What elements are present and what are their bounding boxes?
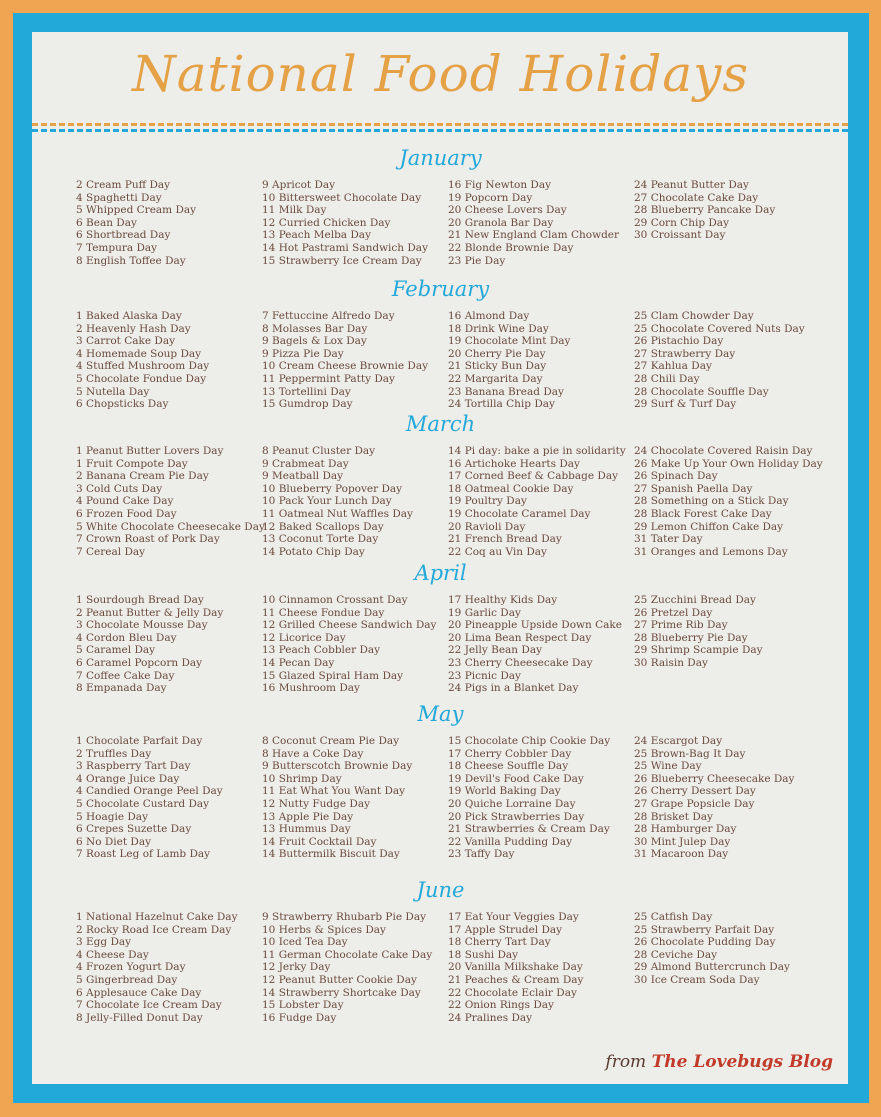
holiday-item: 23 Banana Bread Day [448,385,564,398]
holiday-item: 5 Chocolate Custard Day [76,797,210,810]
holiday-item: 29 Surf & Turf Day [634,398,737,411]
holiday-item: 12 Baked Scallops Day [262,520,384,533]
holiday-item: 1 Sourdough Bread Day [76,594,204,606]
holiday-item: 28 Chili Day [634,372,700,385]
holiday-item: 14 Pi day: bake a pie in solidarity [448,445,626,457]
holiday-column [76,179,196,267]
holiday-item: 4 Orange Juice Day [76,772,180,785]
holiday-item: 3 Cold Cuts Day [76,482,163,495]
holiday-item: 28 Black Forest Cake Day [634,507,772,520]
holiday-item: 19 Chocolate Mint Day [448,335,571,348]
holiday-item: 25 Brown-Bag It Day [634,747,746,760]
holiday-item: 16 Mushroom Day [262,682,360,695]
holiday-item: 11 German Chocolate Cake Day [262,948,433,961]
holiday-item: 5 Whipped Cream Day [76,204,197,217]
holiday-item: 14 Buttermilk Biscuit Day [262,848,400,861]
holiday-item: 4 Spaghetti Day [76,191,162,204]
holiday-item: 28 Hamburger Day [634,823,737,836]
holiday-item: 26 Blueberry Cheesecake Day [634,772,795,785]
holiday-item: 23 Taffy Day [448,848,515,861]
holiday-item: 19 Garlic Day [448,606,521,619]
holiday-item: 10 Cream Cheese Brownie Day [262,360,429,373]
holiday-item: 9 Meatball Day [262,470,344,483]
holiday-item: 6 Caramel Popcorn Day [76,656,203,669]
holiday-item: 25 Zucchini Bread Day [634,594,756,606]
holiday-item: 1 National Hazelnut Cake Day [76,911,238,923]
holiday-item: 24 Chocolate Covered Raisin Day [634,445,813,457]
holiday-item: 7 Chocolate Ice Cream Day [76,999,222,1012]
holiday-item: 21 Peaches & Cream Day [448,973,584,986]
holiday-item: 24 Peanut Butter Day [634,179,749,191]
holiday-item: 4 Cordon Bleu Day [76,631,177,644]
holiday-item: 22 Coq au Vin Day [448,545,547,558]
holiday-item: 14 Pecan Day [262,656,335,669]
holiday-item: 28 Brisket Day [634,810,713,823]
holiday-item: 22 Jelly Bean Day [448,644,543,657]
holiday-item: 12 Licorice Day [262,631,346,644]
holiday-item: 11 Eat What You Want Day [262,785,406,798]
holiday-item: 30 Mint Julep Day [634,835,731,848]
holiday-item: 21 New England Clam Chowder [448,229,620,242]
holiday-item: 12 Peanut Butter Cookie Day [262,973,417,986]
holiday-item: 5 White Chocolate Cheesecake Day [76,520,265,533]
holiday-item: 13 Coconut Torte Day [262,533,379,546]
holiday-item: 29 Shrimp Scampie Day [634,644,763,657]
holiday-item: 14 Strawberry Shortcake Day [262,986,421,999]
holiday-item: 1 Fruit Compote Day [76,457,188,470]
holiday-item: 20 Quiche Lorraine Day [448,797,576,810]
holiday-item: 6 Frozen Food Day [76,507,177,520]
holiday-item: 26 Pretzel Day [634,606,713,619]
holiday-item: 22 Chocolate Eclair Day [448,986,577,999]
holiday-item: 6 No Diet Day [76,835,152,848]
holiday-item: 26 Chocolate Pudding Day [634,936,776,949]
holiday-item: 6 Bean Day [76,216,137,229]
holiday-item: 9 Apricot Day [262,179,336,191]
holiday-item: 2 Peanut Butter & Jelly Day [76,606,224,619]
holiday-item: 4 Frozen Yogurt Day [76,961,186,974]
holiday-column [634,594,763,670]
holiday-item: 11 Milk Day [262,204,327,217]
holiday-item: 19 World Baking Day [448,785,561,798]
holiday-item: 30 Ice Cream Soda Day [634,973,760,986]
holiday-item: 8 Have a Coke Day [262,747,364,760]
holiday-item: 2 Banana Cream Pie Day [76,470,209,483]
month-heading: January [399,146,482,170]
holiday-item: 11 Peppermint Patty Day [262,372,395,385]
holiday-item: 2 Truffles Day [76,747,152,760]
holiday-item: 12 Nutty Fudge Day [262,797,371,810]
holiday-item: 6 Shortbread Day [76,229,171,242]
holiday-item: 18 Drink Wine Day [448,322,549,335]
holiday-item: 30 Croissant Day [634,229,726,242]
holiday-column [76,445,265,558]
holiday-item: 15 Gumdrop Day [262,398,353,411]
holiday-item: 17 Cherry Cobbler Day [448,747,572,760]
holiday-item: 25 Chocolate Covered Nuts Day [634,322,805,335]
holiday-item: 6 Applesauce Cake Day [76,986,202,999]
holiday-item: 7 Crown Roast of Pork Day [76,533,220,546]
title-divider-blue [32,129,848,132]
holiday-item: 10 Bittersweet Chocolate Day [262,191,422,204]
holiday-item: 20 Pineapple Upside Down Cake [448,619,622,632]
holiday-item: 24 Pigs in a Blanket Day [448,682,579,695]
holiday-item: 7 Cereal Day [76,545,146,558]
holiday-item: 20 Pick Strawberries Day [448,810,585,823]
holiday-item: 26 Make Up Your Own Holiday Day [634,457,823,470]
holiday-item: 6 Crepes Suzette Day [76,823,192,836]
holiday-item: 27 Strawberry Day [634,347,736,360]
holiday-item: 21 French Bread Day [448,533,562,546]
holiday-item: 14 Potato Chip Day [262,545,365,558]
holiday-item: 21 Strawberries & Cream Day [448,823,610,836]
holiday-column [448,594,622,695]
holiday-item: 16 Fig Newton Day [448,179,552,191]
holiday-item: 26 Pistachio Day [634,335,724,348]
holiday-column [262,911,432,1024]
holiday-item: 20 Ravioli Day [448,520,526,533]
holiday-item: 17 Apple Strudel Day [448,923,563,936]
holiday-item: 27 Spanish Paella Day [634,482,753,495]
holiday-column [448,179,619,267]
holiday-item: 29 Lemon Chiffon Cake Day [634,520,784,533]
holiday-column [76,911,238,1024]
holiday-item: 8 Empanada Day [76,682,167,695]
holiday-item: 27 Grape Popsicle Day [634,797,755,810]
holiday-item: 25 Wine Day [634,760,702,773]
holiday-item: 24 Escargot Day [634,735,723,747]
holiday-item: 4 Candied Orange Peel Day [76,785,223,798]
holiday-column [634,735,794,861]
holiday-item: 31 Oranges and Lemons Day [634,545,788,558]
holiday-item: 3 Carrot Cake Day [76,335,176,348]
holiday-column [76,594,223,695]
holiday-item: 1 Peanut Butter Lovers Day [76,445,224,457]
holiday-item: 27 Kahlua Day [634,360,712,373]
holiday-item: 19 Chocolate Caramel Day [448,507,591,520]
holiday-item: 16 Almond Day [448,310,530,322]
month-heading: February [391,277,490,301]
holiday-item: 28 Blueberry Pie Day [634,631,748,644]
holiday-item: 13 Peach Melba Day [262,229,371,242]
holiday-item: 2 Heavenly Hash Day [76,322,191,335]
credit-blog-name: The Lovebugs Blog [651,1052,833,1072]
holiday-item: 11 Cheese Fondue Day [262,606,385,619]
holiday-item: 5 Hoagie Day [76,810,148,823]
credit-line [605,1052,833,1072]
holiday-item: 3 Chocolate Mousse Day [76,619,208,632]
holiday-item: 18 Sushi Day [448,948,519,961]
holiday-item: 20 Vanilla Milkshake Day [448,961,583,974]
holiday-item: 13 Peach Cobbler Day [262,644,381,657]
holiday-item: 24 Tortilla Chip Day [448,398,555,411]
holiday-item: 13 Hummus Day [262,823,351,836]
holiday-item: 21 Sticky Bun Day [448,360,547,373]
holiday-column [448,911,583,1024]
holiday-item: 10 Iced Tea Day [262,936,348,949]
holiday-item: 29 Almond Buttercrunch Day [634,961,790,974]
holiday-item: 10 Cinnamon Crossant Day [262,594,408,606]
holiday-item: 10 Pack Your Lunch Day [262,495,392,508]
holiday-item: 5 Gingerbread Day [76,973,178,986]
holiday-item: 19 Devil's Food Cake Day [448,772,584,785]
holiday-column [448,735,610,861]
holiday-item: 8 English Toffee Day [76,254,186,267]
holiday-item: 20 Granola Bar Day [448,216,554,229]
holiday-item: 22 Blonde Brownie Day [448,241,574,254]
holiday-item: 18 Cheese Souffle Day [448,760,569,773]
holiday-item: 14 Fruit Cocktail Day [262,835,377,848]
holiday-item: 20 Cherry Pie Day [448,347,546,360]
holiday-column [448,445,626,558]
holiday-item: 17 Eat Your Veggies Day [448,911,579,923]
holiday-item: 22 Vanilla Pudding Day [448,835,573,848]
holiday-item: 4 Stuffed Mushroom Day [76,360,210,373]
holiday-item: 23 Pie Day [448,254,506,267]
holiday-item: 27 Chocolate Cake Day [634,191,759,204]
holiday-item: 16 Fudge Day [262,1011,337,1024]
holiday-column [634,445,823,558]
holiday-item: 28 Chocolate Souffle Day [634,385,769,398]
holiday-item: 5 Chocolate Fondue Day [76,372,207,385]
title-divider-orange [32,123,848,126]
holiday-item: 31 Tater Day [634,533,703,546]
holiday-item: 28 Ceviche Day [634,948,718,961]
holiday-column [76,310,209,411]
holiday-item: 12 Jerky Day [262,961,331,974]
holiday-item: 8 Peanut Cluster Day [262,445,376,457]
holiday-item: 13 Apple Pie Day [262,810,354,823]
holiday-item: 23 Picnic Day [448,669,521,682]
holiday-item: 15 Lobster Day [262,999,344,1012]
holiday-item: 19 Popcorn Day [448,191,533,204]
holiday-item: 16 Artichoke Hearts Day [448,457,580,470]
month-heading: May [417,702,464,726]
holiday-column [262,179,428,267]
holiday-item: 15 Chocolate Chip Cookie Day [448,735,611,747]
month-heading: March [405,412,476,436]
holiday-item: 31 Macaroon Day [634,848,729,861]
holiday-item: 7 Coffee Cake Day [76,669,175,682]
holiday-item: 29 Corn Chip Day [634,216,729,229]
holiday-column [262,445,413,558]
holiday-item: 9 Crabmeat Day [262,457,349,470]
holiday-item: 11 Oatmeal Nut Waffles Day [262,507,413,520]
holiday-column [262,735,412,861]
holiday-item: 8 Molasses Bar Day [262,322,368,335]
holiday-item: 4 Pound Cake Day [76,495,174,508]
holiday-item: 10 Herbs & Spices Day [262,923,386,936]
holiday-item: 30 Raisin Day [634,656,708,669]
holiday-item: 26 Spinach Day [634,470,718,483]
month-heading: June [416,878,465,902]
holiday-item: 10 Blueberry Popover Day [262,482,403,495]
holiday-item: 7 Tempura Day [76,241,158,254]
holiday-item: 4 Homemade Soup Day [76,347,202,360]
holiday-item: 12 Grilled Cheese Sandwich Day [262,619,437,632]
holiday-item: 1 Baked Alaska Day [76,310,182,322]
holiday-item: 7 Fettuccine Alfredo Day [262,310,395,322]
holiday-item: 22 Margarita Day [448,372,543,385]
holiday-item: 4 Cheese Day [76,948,149,961]
holiday-item: 13 Tortellini Day [262,385,351,398]
holiday-item: 8 Coconut Cream Pie Day [262,735,400,747]
holiday-item: 9 Strawberry Rhubarb Pie Day [262,911,427,923]
holiday-item: 14 Hot Pastrami Sandwich Day [262,241,429,254]
holiday-item: 10 Shrimp Day [262,772,342,785]
holiday-item: 25 Catfish Day [634,911,713,923]
holiday-item: 28 Blueberry Pancake Day [634,204,776,217]
holiday-item: 2 Rocky Road Ice Cream Day [76,923,232,936]
holiday-item: 28 Something on a Stick Day [634,495,789,508]
holiday-item: 5 Nutella Day [76,385,150,398]
holiday-item: 18 Oatmeal Cookie Day [448,482,574,495]
holiday-column [262,594,437,695]
holiday-item: 1 Chocolate Parfait Day [76,735,203,747]
holiday-column [262,310,428,411]
holiday-item: 25 Strawberry Parfait Day [634,923,775,936]
holiday-item: 17 Corned Beef & Cabbage Day [448,470,619,483]
holiday-item: 9 Bagels & Lox Day [262,335,367,348]
holiday-column [634,911,790,987]
holiday-item: 17 Healthy Kids Day [448,594,558,606]
holiday-item: 27 Prime Rib Day [634,619,728,632]
holiday-item: 23 Cherry Cheesecake Day [448,656,593,669]
holiday-item: 15 Strawberry Ice Cream Day [262,254,422,267]
holiday-column [448,310,570,411]
holiday-item: 26 Cherry Dessert Day [634,785,756,798]
holiday-column [634,179,775,242]
holiday-item: 9 Butterscotch Brownie Day [262,760,413,773]
holiday-item: 25 Clam Chowder Day [634,310,754,322]
holiday-item: 24 Pralines Day [448,1011,533,1024]
holiday-item: 22 Onion Rings Day [448,999,554,1012]
holiday-column [634,310,805,411]
holiday-item: 20 Cheese Lovers Day [448,204,567,217]
holiday-column [76,735,223,861]
holiday-item: 2 Cream Puff Day [76,179,171,191]
holiday-item: 8 Jelly-Filled Donut Day [76,1011,203,1024]
holiday-item: 15 Glazed Spiral Ham Day [262,669,404,682]
holiday-item: 3 Raspberry Tart Day [76,760,191,773]
holiday-item: 20 Lima Bean Respect Day [448,631,592,644]
holiday-item: 9 Pizza Pie Day [262,347,344,360]
holiday-item: 19 Poultry Day [448,495,527,508]
holiday-item: 12 Curried Chicken Day [262,216,391,229]
credit-prefix: from [605,1052,647,1072]
month-heading: April [414,561,467,585]
holiday-item: 3 Egg Day [76,936,132,949]
holiday-item: 5 Caramel Day [76,644,156,657]
holiday-item: 6 Chopsticks Day [76,398,169,411]
holiday-item: 7 Roast Leg of Lamb Day [76,848,211,861]
page-title: National Food Holidays [131,45,750,103]
holiday-item: 18 Cherry Tart Day [448,936,551,949]
